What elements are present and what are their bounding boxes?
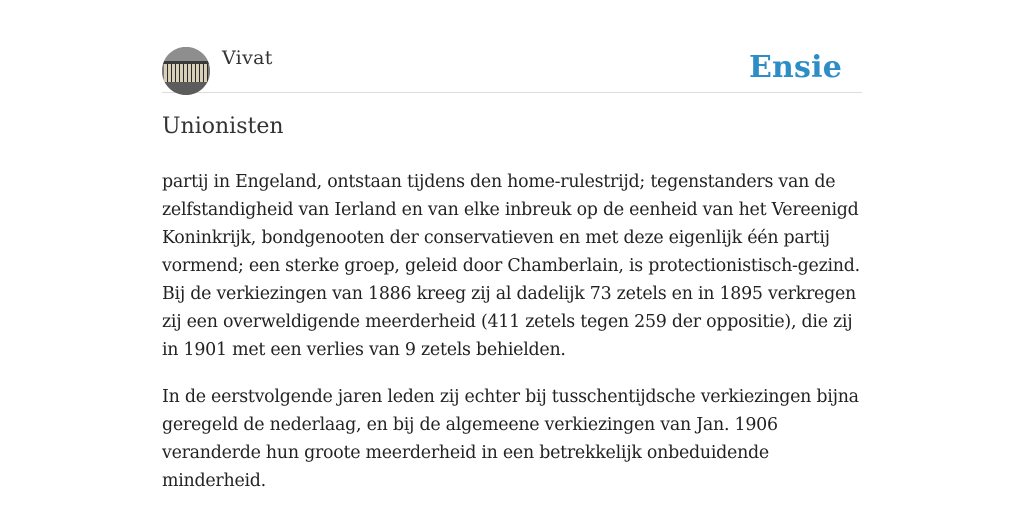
- entry-paragraph: In de eerstvolgende jaren leden zij echter bij tusschentijdsche verkiezingen bijna geregeld de nederlaag, en bij de algemeene verkiezingen van Jan. 1906 veranderde hun groote meerderheid in een betrekkelijk onbeduidende minderheid.: [162, 387, 859, 491]
- entry-body: [162, 168, 862, 512]
- brand-logo[interactable]: Ensie: [748, 50, 842, 85]
- author-avatar[interactable]: [162, 47, 210, 95]
- books-avatar-icon: [162, 47, 210, 95]
- entry-paragraph: partij in Engeland, ontstaan tijdens den home-rulestrijd; tegenstanders van de zelfstandigheid van Ierland en van elke inbreuk op de eenheid van het Vereenigd Koninkrijk, bondgenooten der conservatieven en met deze eigenlijk één partij vormend; een sterke groep, geleid door Chamberlain, is protectionistisch-gezind. Bij de verkiezingen van 1886 kreeg zij al dadelijk 73 zetels en in 1895 verkregen zij een overweldigende meerderheid (411 zetels tegen 259 der oppositie), die zij in 1901 met een verlies van 9 zetels behielden.: [162, 172, 860, 360]
- entry-title: Unionisten: [162, 114, 284, 139]
- header: [162, 46, 862, 93]
- author-name[interactable]: Vivat: [222, 47, 273, 69]
